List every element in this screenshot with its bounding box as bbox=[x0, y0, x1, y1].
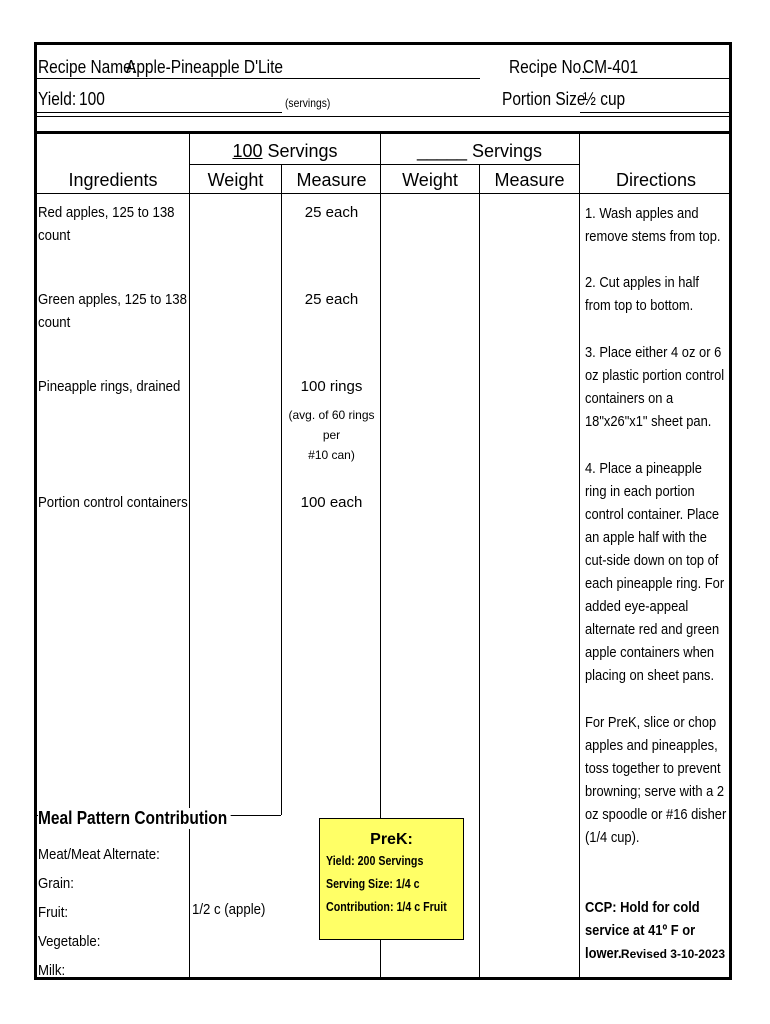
prek-yield: Yield: 200 Servings bbox=[326, 853, 424, 868]
prek-title: PreK: bbox=[370, 831, 413, 848]
measure-note-line-1: (avg. of 60 rings per bbox=[288, 408, 375, 442]
ingredient-name: Green apples, 125 to 138 bbox=[38, 291, 187, 308]
ingredient-name-cont: count bbox=[38, 227, 71, 244]
prek-serving-size: Serving Size: 1/4 c bbox=[326, 876, 420, 891]
recipe-name: Apple-Pineapple D'Lite bbox=[126, 57, 284, 77]
ingredients-header: Ingredients bbox=[68, 170, 158, 190]
recipe-no-label: Recipe No. bbox=[509, 57, 586, 77]
prek-info-box bbox=[319, 818, 464, 940]
recipe-name-label: Recipe Name: bbox=[38, 57, 137, 77]
servings-header-divider bbox=[190, 164, 579, 165]
meal-pattern-milk: Milk: bbox=[38, 962, 66, 979]
measure-note-line-2: #10 can) bbox=[308, 448, 355, 462]
meal-pattern-vegetable: Vegetable: bbox=[38, 933, 101, 950]
table-top-border bbox=[37, 131, 730, 134]
header-divider bbox=[37, 116, 730, 117]
yield-label: Yield: bbox=[38, 89, 77, 109]
meal-pattern-meat: Meat/Meat Alternate: bbox=[38, 846, 160, 863]
col-divider-ingredients bbox=[189, 132, 190, 978]
ingredient-row bbox=[38, 375, 180, 398]
col-divider-weight-2 bbox=[479, 165, 480, 978]
direction-step-1: 1. Wash apples and remove stems from top. bbox=[585, 205, 721, 245]
ingredient-name-cont: count bbox=[38, 314, 71, 331]
portion-size-underline bbox=[580, 112, 730, 113]
meal-pattern-fruit-value: 1/2 c (apple) bbox=[192, 901, 266, 918]
meal-pattern-title: Meal Pattern Contribution bbox=[38, 808, 231, 829]
meal-pattern-grain: Grain: bbox=[38, 875, 74, 892]
measure-header-2: Measure bbox=[494, 170, 565, 190]
revised-date: Revised 3-10-2023 bbox=[620, 947, 725, 961]
ingredient-row bbox=[38, 288, 187, 334]
servings-count: 100 bbox=[232, 141, 263, 161]
measure-header-1: Measure bbox=[296, 170, 367, 190]
recipe-name-underline bbox=[37, 78, 480, 79]
ccp-note: CCP: Hold for cold service at 41º F or lower. bbox=[585, 899, 700, 962]
servings-label-2: Servings bbox=[472, 141, 543, 161]
directions-header: Directions bbox=[615, 170, 697, 190]
meal-pattern-fruit: Fruit: bbox=[38, 904, 69, 921]
ingredient-row bbox=[38, 201, 175, 247]
direction-step-3: 3. Place either 4 oz or 6 oz plastic portion control containers on a 18"x26"x1" sheet pan. bbox=[585, 344, 725, 430]
ingredient-measure: 100 rings bbox=[300, 378, 363, 395]
portion-size-label: Portion Size bbox=[502, 89, 586, 109]
servings-label: Servings bbox=[267, 141, 338, 161]
prek-contribution: Contribution: 1/4 c Fruit bbox=[326, 899, 447, 914]
ingredient-measure: 100 each bbox=[300, 494, 363, 511]
meal-pattern-list bbox=[38, 840, 160, 985]
weight-header-1: Weight bbox=[207, 170, 264, 190]
direction-prek-note: For PreK, slice or chop apples and pineapples, toss together to prevent browning; serve with a 2 oz spoodle or #16 disher (1/4 cup). bbox=[585, 714, 727, 846]
servings-note: (servings) bbox=[285, 96, 331, 110]
ingredient-name: Red apples, 125 to 138 bbox=[38, 204, 175, 221]
direction-step-4: 4. Place a pineapple ring in each portion control container. Place an apple half with the cut-side down on top of each pineapple ring. For added eye-appeal alternate red and green apple containers when placing on sheet pans. bbox=[585, 460, 725, 684]
servings-blank: _____ bbox=[416, 141, 467, 161]
servings-group-1-header bbox=[190, 141, 380, 161]
col-divider-weight-1 bbox=[281, 165, 282, 815]
ingredient-name: Pineapple rings, drained bbox=[38, 378, 181, 395]
ingredient-row bbox=[38, 491, 188, 514]
yield-underline bbox=[37, 112, 282, 113]
ingredient-name: Portion control containers bbox=[38, 494, 188, 511]
portion-size-value: ½ cup bbox=[583, 89, 626, 109]
recipe-no: CM-401 bbox=[583, 57, 639, 77]
column-header-divider bbox=[37, 193, 730, 194]
recipe-no-underline bbox=[580, 78, 730, 79]
ingredient-measure: 25 each bbox=[304, 204, 359, 221]
servings-group-2-header bbox=[381, 141, 578, 161]
weight-header-2: Weight bbox=[402, 170, 458, 190]
direction-step-2: 2. Cut apples in half from top to bottom. bbox=[585, 274, 700, 314]
ingredient-measure: 25 each bbox=[304, 291, 359, 308]
col-divider-directions bbox=[579, 132, 580, 978]
yield-value: 100 bbox=[79, 89, 105, 109]
ingredient-measure-note bbox=[282, 405, 381, 465]
